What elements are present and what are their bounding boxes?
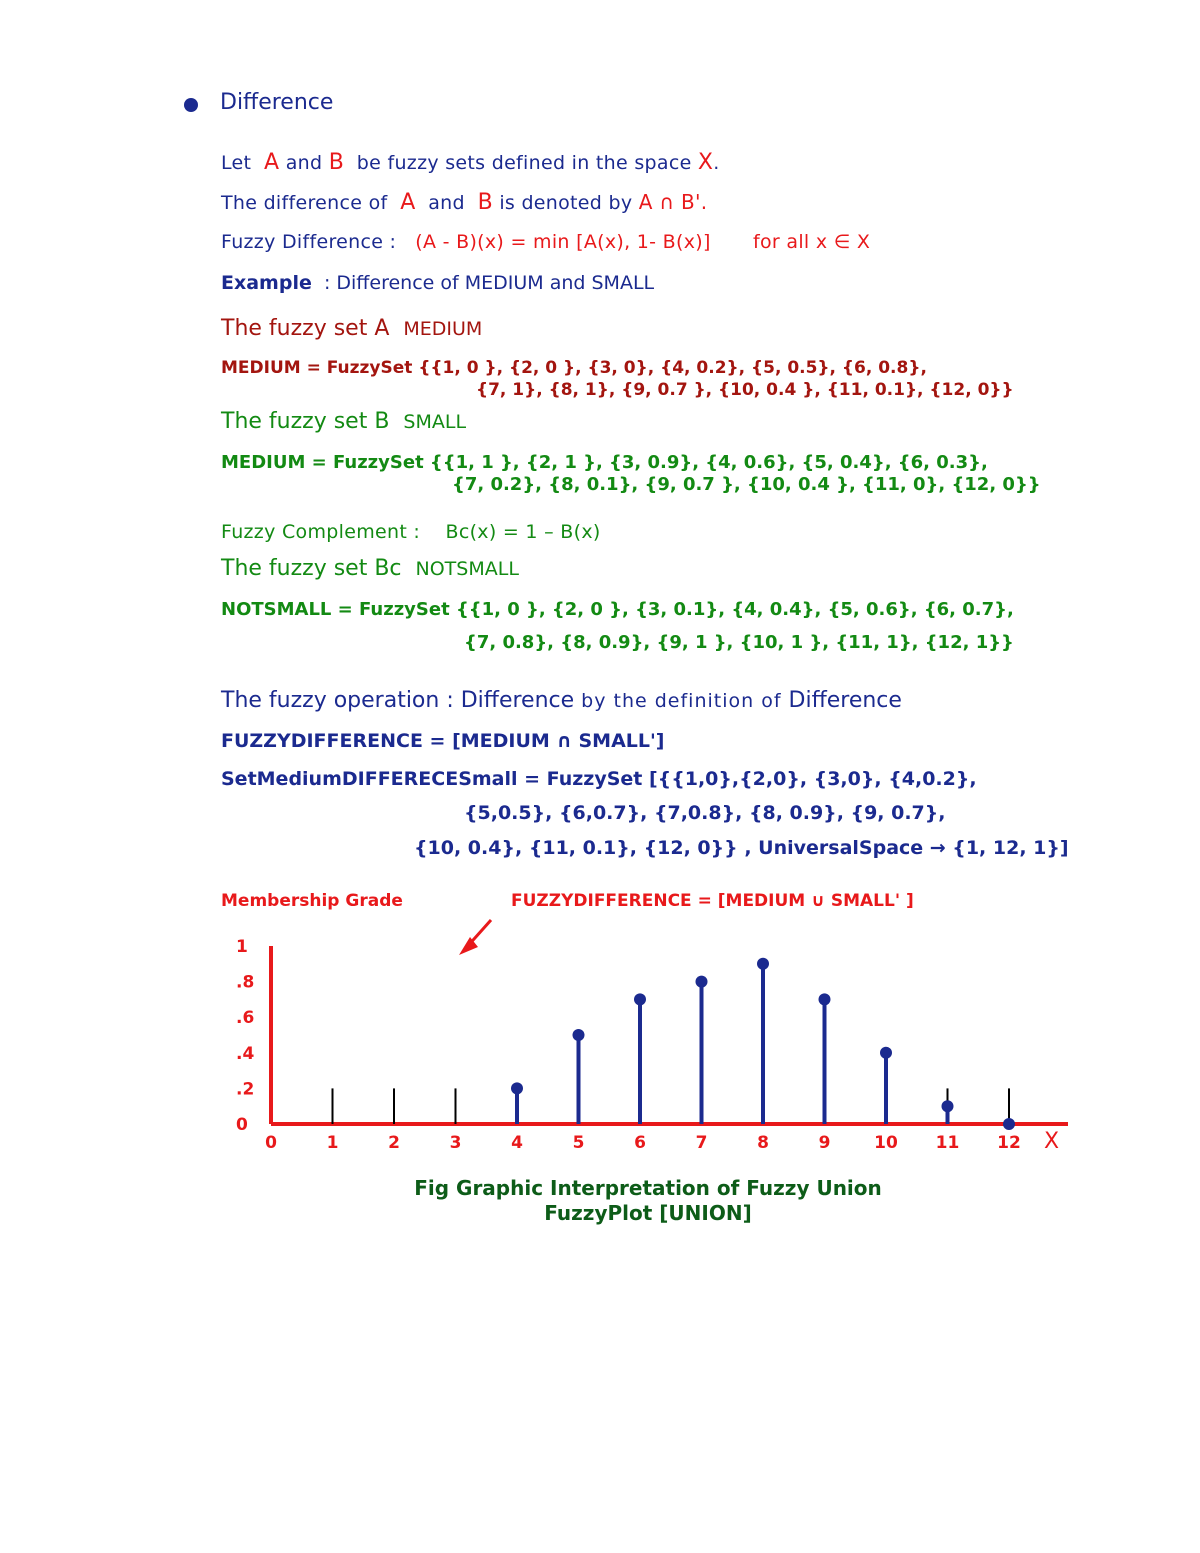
data-point <box>634 993 646 1005</box>
x-tick-label: 8 <box>757 1133 769 1153</box>
x-axis-label: X <box>1044 1129 1060 1154</box>
text: The fuzzy set B <box>221 409 390 434</box>
result-line-2: {5,0.5}, {6,0.7}, {7,0.8}, {8, 0.9}, {9, 0.7}, <box>464 802 946 824</box>
data-point <box>819 993 831 1005</box>
text: The fuzzy operation : Difference <box>221 688 575 713</box>
complement-label: Fuzzy Complement : <box>221 521 421 543</box>
text: and <box>285 152 323 174</box>
x-tick-label: 11 <box>935 1133 960 1153</box>
result-line-3: {10, 0.4}, {11, 0.1}, {12, 0}} , UniversalSpace → {1, 12, 1}] <box>414 837 1069 859</box>
y-tick-label: 1 <box>236 937 248 957</box>
set-bc-line-2: {7, 0.8}, {8, 0.9}, {9, 1 }, {10, 1 }, {11, 1}, {12, 1}} <box>464 632 1014 653</box>
y-tick-label: 0 <box>236 1115 248 1135</box>
data-point <box>573 1029 585 1041</box>
formula-label: Fuzzy Difference : <box>221 231 397 253</box>
set-a-line-2: {7, 1}, {8, 1}, {9, 0.7 }, {10, 0.4 }, {11, 0.1}, {12, 0}} <box>476 380 1014 400</box>
symbol-b: B <box>328 150 345 175</box>
x-tick-label: 6 <box>634 1133 646 1153</box>
text: and <box>428 192 465 214</box>
text: is denoted by <box>499 192 633 214</box>
data-point <box>1003 1118 1015 1130</box>
set-bc-line-1: NOTSMALL = FuzzySet {{1, 0 }, {2, 0 }, {3, 0.1}, {4, 0.4}, {5, 0.6}, {6, 0.7}, <box>221 599 1014 620</box>
symbol-b: B <box>477 190 493 215</box>
figure-caption-line-1: Fig Graphic Interpretation of Fuzzy Union <box>414 1176 882 1200</box>
text: Let <box>221 152 252 174</box>
set-b-line-1: MEDIUM = FuzzySet {{1, 1 }, {2, 1 }, {3, 0.9}, {4, 0.6}, {5, 0.4}, {6, 0.3}, <box>221 452 988 473</box>
x-tick-label: 4 <box>511 1133 523 1153</box>
y-tick-label: .4 <box>236 1043 255 1064</box>
x-tick-label: 10 <box>874 1133 898 1153</box>
data-point <box>942 1100 954 1112</box>
data-point <box>757 958 769 970</box>
result-line-1: SetMediumDIFFERECESmall = FuzzySet [{{1,0},{2,0}, {3,0}, {4,0.2}, <box>221 768 977 790</box>
difference-expression: A ∩ B'. <box>638 190 708 214</box>
x-tick-label: 9 <box>818 1133 831 1153</box>
y-axis-label: Membership Grade <box>221 891 403 911</box>
y-tick-label: .2 <box>236 1079 255 1100</box>
x-tick-label: 0 <box>265 1133 277 1153</box>
text: be fuzzy sets defined in the space <box>356 152 692 174</box>
y-tick-label: .8 <box>236 972 255 993</box>
example-label: Example <box>221 272 312 294</box>
text: The difference of <box>221 192 388 214</box>
data-point <box>511 1082 523 1094</box>
symbol-a: A <box>263 150 280 175</box>
complement-formula: Bc(x) = 1 – B(x) <box>445 521 601 543</box>
chart-title: FUZZYDIFFERENCE = [MEDIUM ∪ SMALL' ] <box>511 891 914 911</box>
data-point <box>696 976 708 988</box>
set-name: SMALL <box>403 411 467 433</box>
set-a-line-1: MEDIUM = FuzzySet {{1, 0 }, {2, 0 }, {3, 0}, {4, 0.2}, {5, 0.5}, {6, 0.8}, <box>221 358 927 378</box>
text: . <box>713 152 720 174</box>
text: The fuzzy set A <box>221 316 390 341</box>
difference-formula: (A - B)(x) = min [A(x), 1- B(x)] <box>415 231 711 253</box>
set-name: MEDIUM <box>403 318 483 340</box>
example-text: : Difference of MEDIUM and SMALL <box>323 272 655 294</box>
data-point <box>880 1047 892 1059</box>
x-tick-label: 1 <box>326 1133 339 1153</box>
x-tick-label: 3 <box>449 1133 462 1153</box>
text: by the definition of <box>581 690 782 712</box>
y-tick-label: .6 <box>236 1008 255 1029</box>
section-heading: Difference <box>220 90 334 115</box>
figure-caption-line-2: FuzzyPlot [UNION] <box>544 1201 752 1225</box>
set-b-line-2: {7, 0.2}, {8, 0.1}, {9, 0.7 }, {10, 0.4 }, {11, 0}, {12, 0}} <box>452 474 1041 495</box>
x-tick-label: 12 <box>997 1133 1021 1153</box>
set-name: NOTSMALL <box>415 558 519 580</box>
fuzzy-difference-def: FUZZYDIFFERENCE = [MEDIUM ∩ SMALL'] <box>221 730 665 752</box>
x-tick-label: 5 <box>572 1133 585 1153</box>
x-tick-label: 7 <box>695 1133 708 1153</box>
text: The fuzzy set Bc <box>221 556 402 581</box>
symbol-a: A <box>400 190 416 215</box>
text: Difference <box>788 688 902 713</box>
symbol-x: X <box>697 150 714 175</box>
forall-clause: for all x ∈ X <box>753 231 871 253</box>
x-tick-label: 2 <box>388 1133 400 1153</box>
